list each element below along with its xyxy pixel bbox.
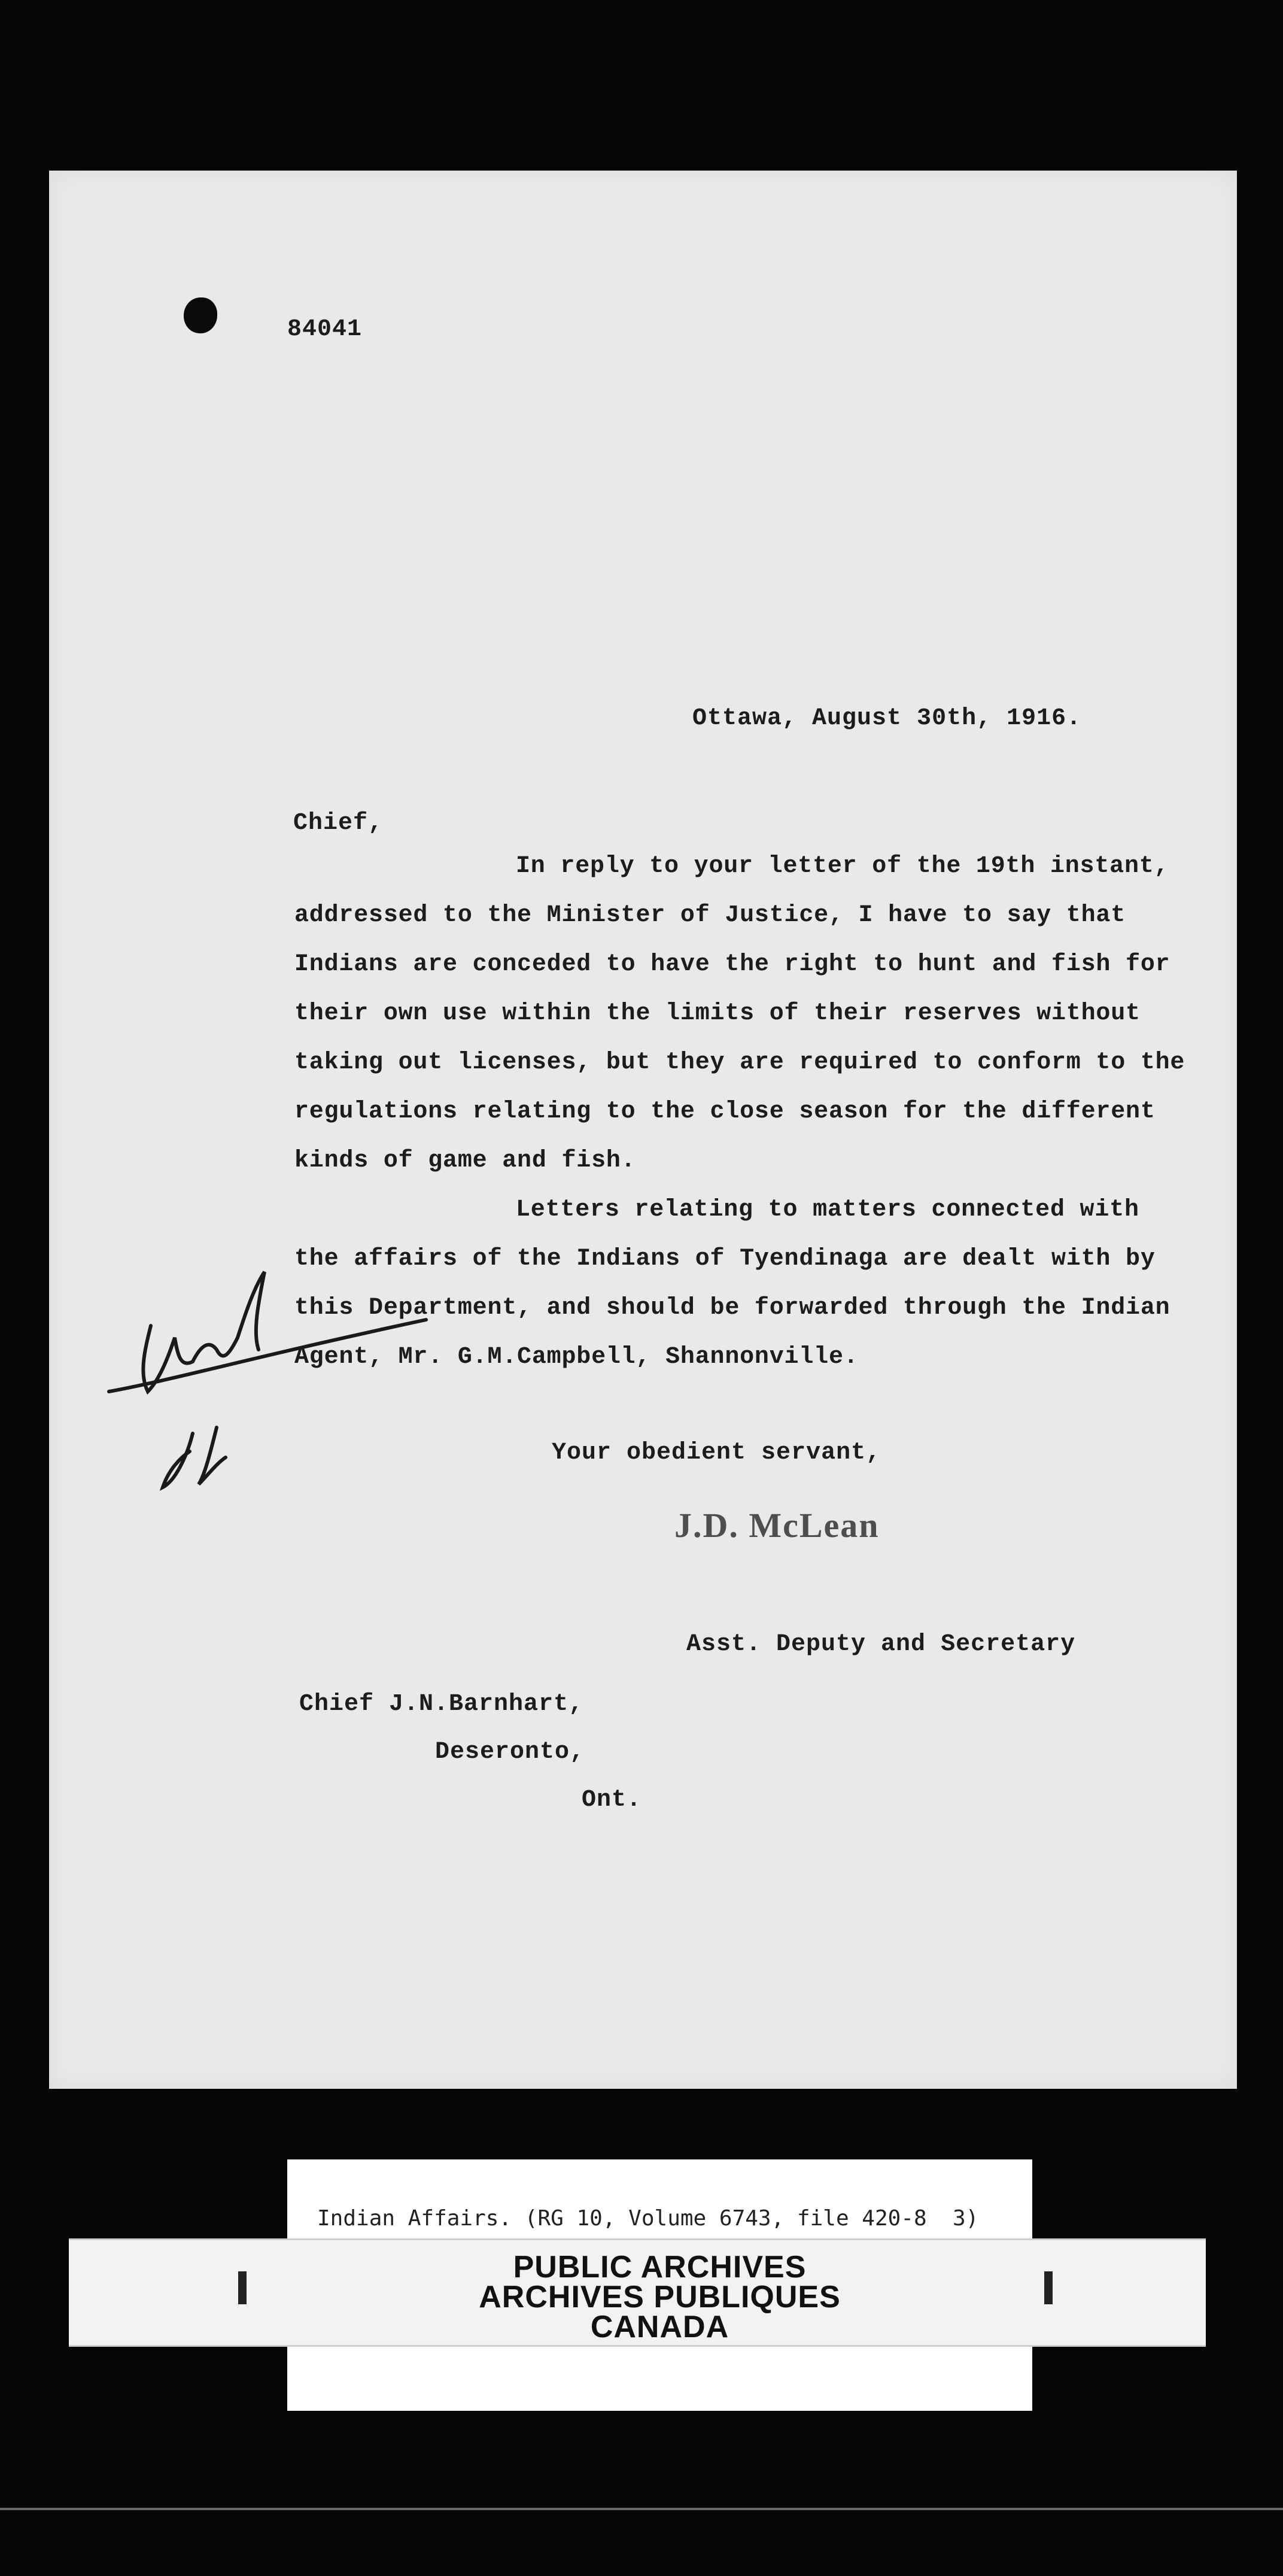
- bottom-rule: [0, 2508, 1283, 2510]
- signature: J.D. McLean: [674, 1506, 880, 1545]
- band-mark: [1044, 2271, 1053, 2304]
- closing: Your obedient servant,: [552, 1439, 881, 1466]
- signer-title: Asst. Deputy and Secretary: [686, 1631, 1076, 1658]
- body-line: kinds of game and fish.: [294, 1147, 636, 1174]
- body-line: Letters relating to matters connected with: [516, 1196, 1139, 1223]
- body-line: Indians are conceded to have the right to hunt and fish for: [294, 951, 1170, 978]
- letter-page: [49, 171, 1237, 2089]
- address-line: Ont.: [582, 1787, 642, 1813]
- date-line: Ottawa, August 30th, 1916.: [692, 705, 1082, 732]
- archive-title-fr: ARCHIVES PUBLIQUES: [479, 2280, 841, 2314]
- band-mark: [238, 2271, 247, 2304]
- archive-title-country: CANADA: [590, 2310, 729, 2344]
- body-line: their own use within the limits of their reserves without: [294, 1000, 1141, 1027]
- file-number: 84041: [287, 316, 363, 343]
- body-line: addressed to the Minister of Justice, I have to say that: [294, 902, 1126, 929]
- body-line: Agent, Mr. G.M.Campbell, Shannonville.: [294, 1344, 859, 1371]
- archive-title-en: PUBLIC ARCHIVES: [513, 2250, 807, 2285]
- archive-reference: Indian Affairs. (RG 10, Volume 6743, file 420-8 3): [317, 2206, 979, 2231]
- body-line: taking out licenses, but they are required to conform to the: [294, 1049, 1185, 1076]
- body-line: In reply to your letter of the 19th instant,: [516, 853, 1169, 880]
- punch-hole: [184, 297, 217, 333]
- address-line: Chief J.N.Barnhart,: [299, 1691, 584, 1718]
- address-line: Deseronto,: [435, 1739, 585, 1766]
- body-line: the affairs of the Indians of Tyendinaga are dealt with by: [294, 1246, 1156, 1272]
- body-line: this Department, and should be forwarded through the Indian: [294, 1295, 1170, 1322]
- body-line: regulations relating to the close season for the different: [294, 1098, 1156, 1125]
- salutation: Chief,: [293, 810, 384, 837]
